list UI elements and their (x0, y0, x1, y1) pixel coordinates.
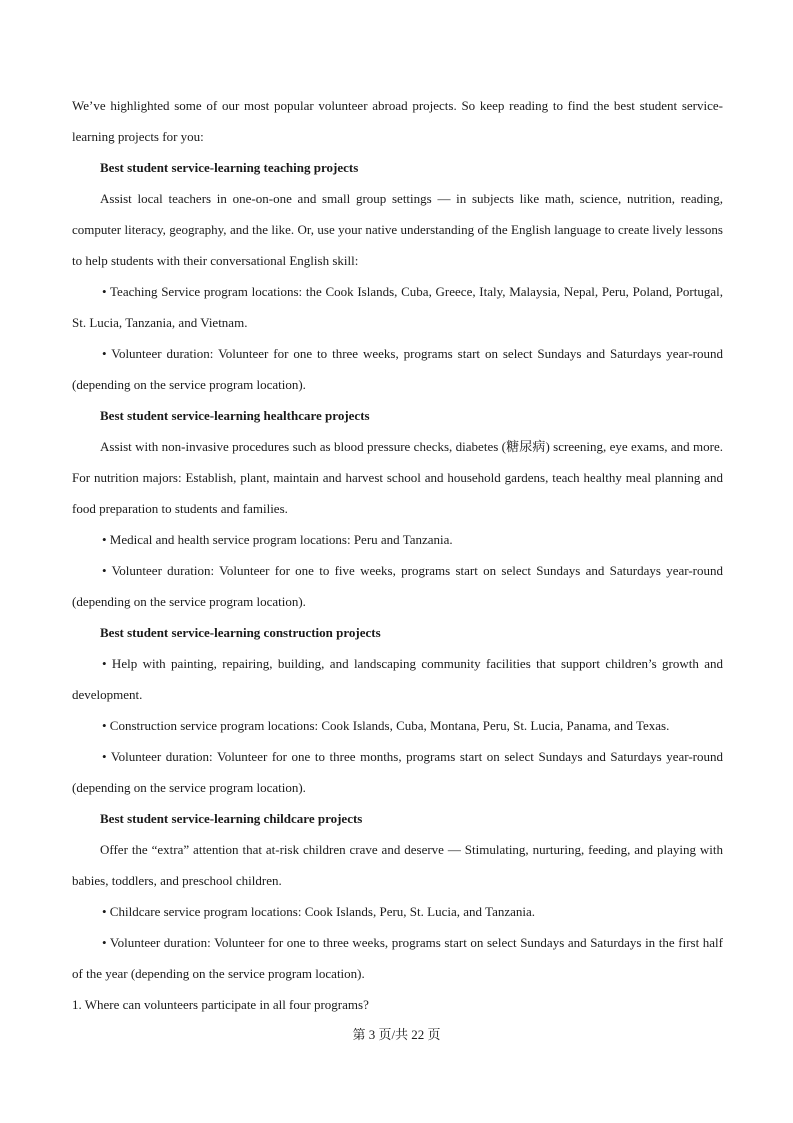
teaching-body: Assist local teachers in one-on-one and small group settings — in subjects like math, science, nutrition, reading, computer literacy, geography, and the like. Or, use your native understanding of the English language to create lively lessons to help students with their conversational English skill: (72, 191, 723, 268)
teaching-locations: • Teaching Service program locations: the Cook Islands, Cuba, Greece, Italy, Malaysia, Nepal, Peru, Poland, Portugal, St. Lucia, Tanzania, and Vietnam. (72, 284, 723, 330)
construction-body: • Help with painting, repairing, building, and landscaping community facilities that support children’s growth and development. (72, 656, 723, 702)
healthcare-heading: Best student service-learning healthcare projects (100, 408, 370, 423)
page-number-footer: 第 3 页/共 22 页 (352, 1027, 441, 1042)
childcare-body: Offer the “extra” attention that at-risk children crave and deserve — Stimulating, nurturing, feeding, and playing with babies, toddlers, and preschool children. (72, 842, 723, 888)
teaching-heading: Best student service-learning teaching projects (100, 160, 359, 175)
construction-heading: Best student service-learning construction projects (100, 625, 381, 640)
childcare-duration: • Volunteer duration: Volunteer for one to three weeks, programs start on select Sundays and Saturdays in the first half of the year (depending on the service program location). (72, 935, 723, 981)
healthcare-duration: • Volunteer duration: Volunteer for one to five weeks, programs start on select Sundays and Saturdays year-round (depending on the service program location). (72, 563, 723, 609)
childcare-heading: Best student service-learning childcare projects (100, 811, 363, 826)
construction-locations: • Construction service program locations: Cook Islands, Cuba, Montana, Peru, St. Lucia, Panama, and Texas. (102, 718, 670, 733)
teaching-duration: • Volunteer duration: Volunteer for one to three weeks, programs start on select Sundays and Saturdays year-round (depending on the service program location). (72, 346, 723, 392)
healthcare-locations: • Medical and health service program locations: Peru and Tanzania. (102, 532, 453, 547)
healthcare-body: Assist with non-invasive procedures such as blood pressure checks, diabetes (糖尿病) screening, eye exams, and more. For nutrition majors: Establish, plant, maintain and harvest school and household gardens, teach healthy meal planning and food preparation to students and families. (72, 439, 723, 516)
question-1: 1. Where can volunteers participate in all four programs? (72, 997, 369, 1012)
childcare-locations: • Childcare service program locations: Cook Islands, Peru, St. Lucia, and Tanzania. (102, 904, 536, 919)
article-body (72, 90, 723, 1020)
construction-duration: • Volunteer duration: Volunteer for one to three months, programs start on select Sundays and Saturdays year-round (depending on the service program location). (72, 749, 723, 795)
intro-paragraph: We’ve highlighted some of our most popular volunteer abroad projects. So keep reading to find the best student service-learning projects for you: (72, 98, 723, 144)
